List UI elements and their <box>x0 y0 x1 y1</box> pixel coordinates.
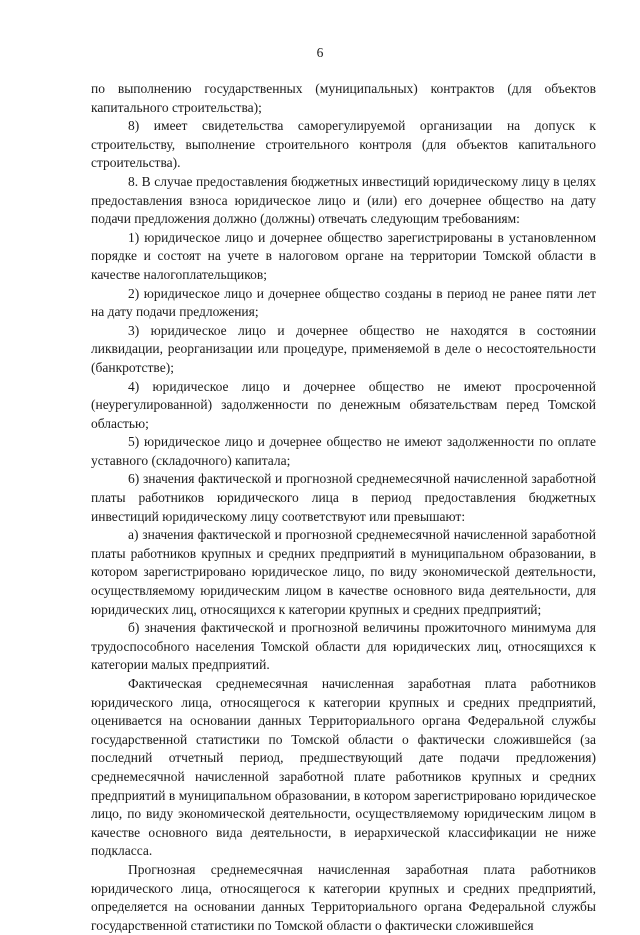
paragraph-clause-8-requirements: 8. В случае предоставления бюджетных инвестиций юридическому лицу в целях предоставления взноса юридическое лицо и (или) его дочернее общество на дату подачи предложения должно (должны) отвечать следующим требованиям: <box>91 173 596 227</box>
paragraph-item-4-debt: 4) юридическое лицо и дочернее общество не имеют просроченной (неурегулированной) задолженности по денежным обязательствам перед Томской областью; <box>91 378 596 431</box>
page-number: 6 <box>316 45 324 60</box>
paragraph-forecast-salary: Прогнозная среднемесячная начисленная заработная плата работников юридического лица, относящегося к категории крупных и средних предприятий, определяется на основании данных Территориального органа Федеральной службы государственной статистики по Томской области о фактически сложившейся <box>91 861 596 933</box>
paragraph-contracts-continuation: по выполнению государственных (муниципальных) контрактов (для объектов капитального строительства); <box>91 81 596 115</box>
paragraph-actual-salary: Фактическая среднемесячная начисленная заработная плата работников юридического лица, относящегося к категории крупных и средних предприятий, оценивается на основании данных Территориального органа Федеральной службы государственной статистики по Томской области о фактически сложившейся (за последний отчетный период, предшествующий дате подачи предложения) среднемесячной начисленной заработной плате работников крупных и средних предприятий в муниципальном образовании, в котором зарегистрировано юридическое лицо, по виду экономической деятельности, осуществляемому юридическим лицом в качестве основного вида деятельности, в иерархической классификации не ниже подкласса. <box>91 676 596 859</box>
paragraph-subitem-b: б) значения фактической и прогнозной величины прожиточного минимума для трудоспособного населения Томской области для юридических лиц, относящихся к категории малых предприятий. <box>91 620 596 673</box>
paragraph-item-6-salary: 6) значения фактической и прогнозной среднемесячной начисленной заработной платы работников юридического лица в период предоставления бюджетных инвестиций юридическому лицу соответствуют или превышают: <box>91 471 596 524</box>
paragraph-item-2-creation-period: 2) юридическое лицо и дочернее общество созданы в период не ранее пяти лет на дату подачи предложения; <box>91 285 596 320</box>
paragraph-item-3-liquidation: 3) юридическое лицо и дочернее общество не находятся в состоянии ликвидации, реорганизации или процедуре, применяемой в деле о несостоятельности (банкротстве); <box>91 322 596 375</box>
paragraph-item-8-certificate: 8) имеет свидетельства саморегулируемой организации на допуск к строительству, выполнение строительного контроля (для объектов капитального строительства). <box>91 118 596 171</box>
paragraph-item-5-capital: 5) юридическое лицо и дочернее общество не имеют задолженности по оплате уставного (складочного) капитала; <box>91 434 596 468</box>
document-body <box>91 80 596 935</box>
paragraph-item-1-registration: 1) юридическое лицо и дочернее общество зарегистрированы в установленном порядке и состоят на учете в налоговом органе на территории Томской области в качестве налогоплательщиков; <box>91 229 596 282</box>
paragraph-subitem-a: а) значения фактической и прогнозной среднемесячной начисленной заработной платы работников крупных и средних предприятий в муниципальном образовании, в котором зарегистрировано юридическое лицо, по виду экономической деятельности, осуществляемому юридическим лицом в качестве основного вида деятельности, для юридических лиц, относящихся к категории крупных и средних предприятий; <box>91 527 596 617</box>
